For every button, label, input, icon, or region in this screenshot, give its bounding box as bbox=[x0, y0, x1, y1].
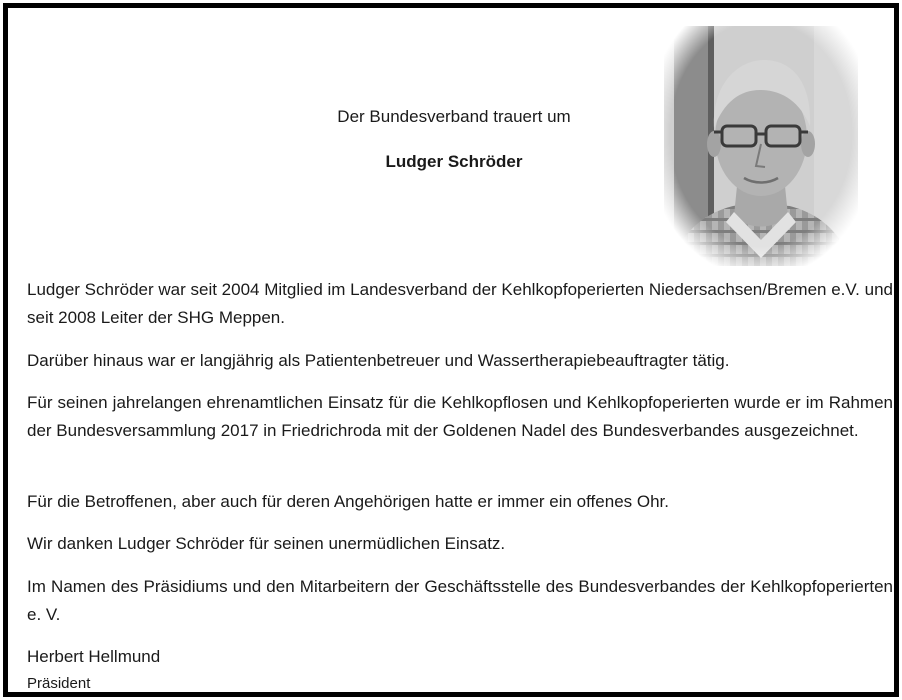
paragraph-thanks: Wir danken Ludger Schröder für seinen unermüdlichen Einsatz. bbox=[27, 534, 506, 553]
paragraph-roles: Darüber hinaus war er langjährig als Patientenbetreuer und Wassertherapiebeauftragter tätig. bbox=[27, 351, 730, 370]
obituary-frame bbox=[3, 3, 899, 697]
signatory-role: Präsident bbox=[27, 675, 91, 692]
deceased-name: Ludger Schröder bbox=[385, 152, 523, 171]
signatory-name: Herbert Hellmund bbox=[27, 647, 161, 666]
paragraph-award: Für seinen jahrelangen ehrenamtlichen Einsatz für die Kehlkopflosen und Kehlkopfoperierten wurde er im Rahmen der Bundesversammlung 2017 in Friedrichroda mit der Goldenen Nadel des Bundesverbandes ausgezeichnet. bbox=[27, 393, 893, 440]
portrait-photo-icon bbox=[664, 26, 858, 266]
obituary-intro: Der Bundesverband trauert um bbox=[337, 107, 571, 126]
paragraph-support: Für die Betroffenen, aber auch für deren Angehörigen hatte er immer ein offenes Ohr. bbox=[27, 492, 669, 511]
paragraph-on-behalf: Im Namen des Präsidiums und den Mitarbeitern der Geschäftsstelle des Bundesverbandes der Kehlkopfoperierten e. V. bbox=[27, 577, 893, 624]
paragraph-membership: Ludger Schröder war seit 2004 Mitglied im Landesverband der Kehlkopfoperierten Niedersachsen/Bremen e.V. und seit 2008 Leiter der SHG Meppen. bbox=[27, 280, 893, 327]
